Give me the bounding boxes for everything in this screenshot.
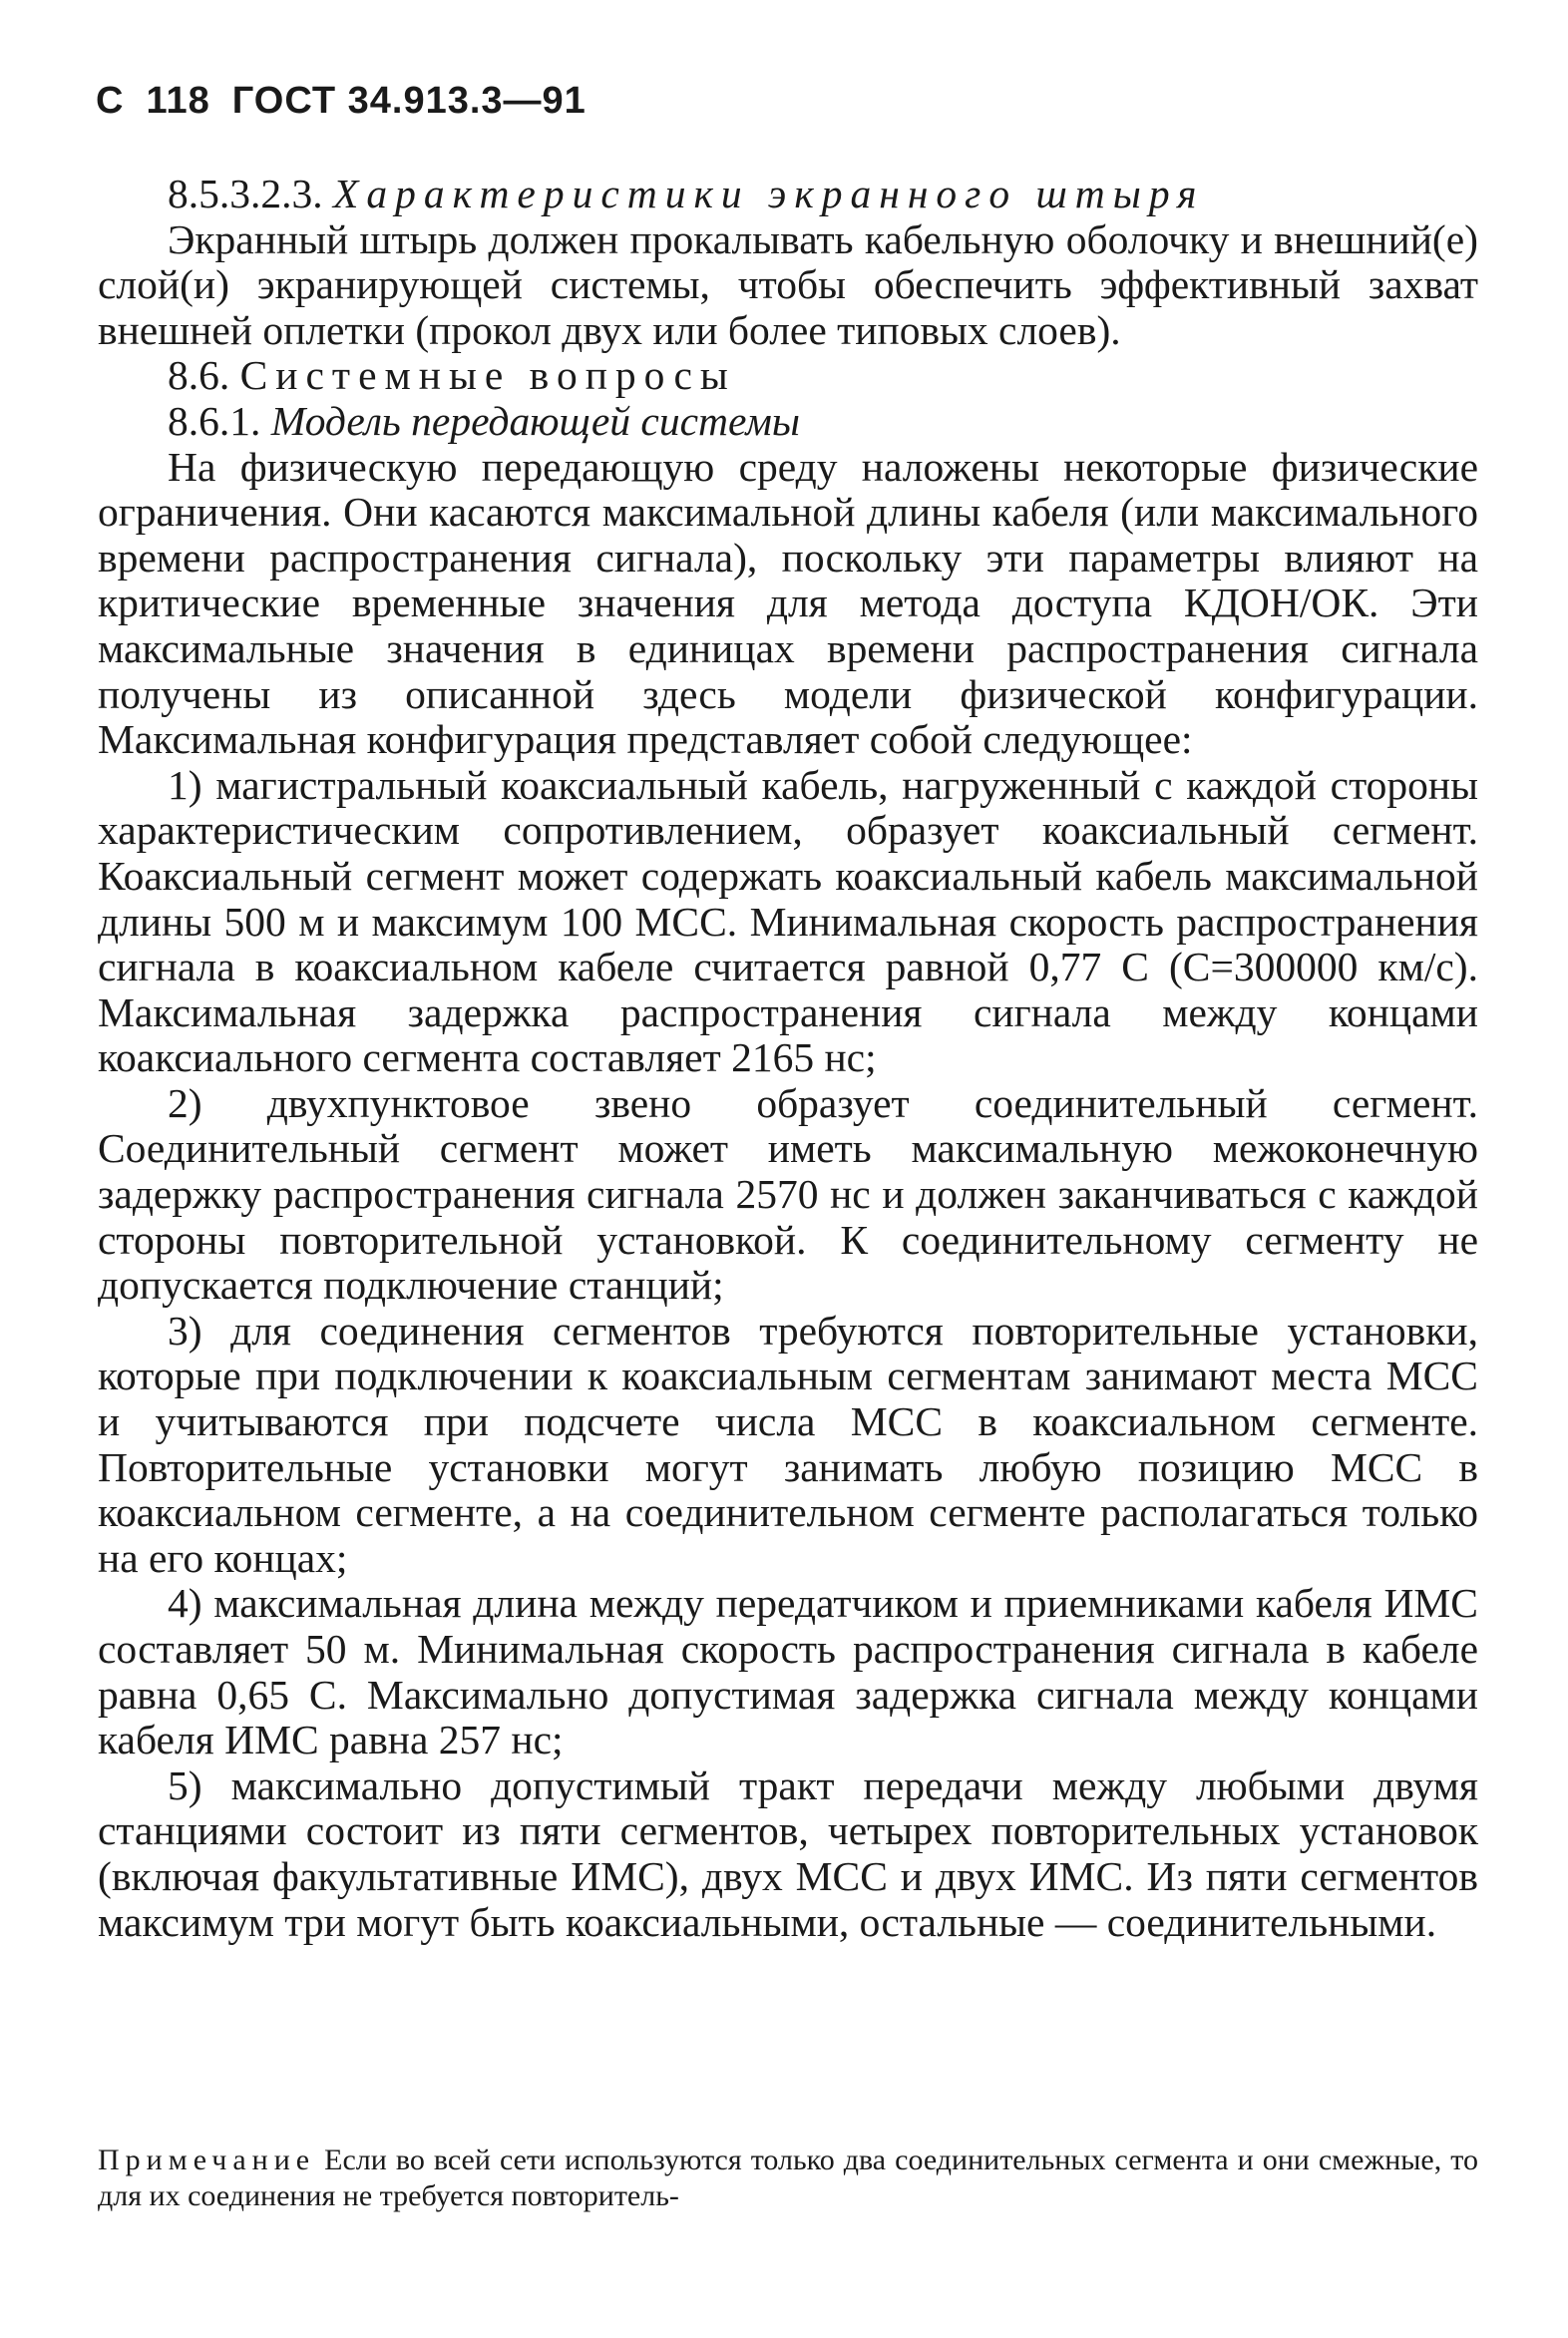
section-number: 8.5.3.2.3.	[168, 171, 323, 216]
section-title: Характеристики экранного штыря	[333, 171, 1205, 216]
standard-designation: ГОСТ 34.913.3—91	[231, 80, 587, 122]
section-title: Системные вопросы	[239, 352, 736, 399]
section-title: Модель передающей системы	[270, 397, 800, 444]
paragraph: На физическую передающую среду наложены некоторые физические ограничения. Они касаются максимальной длины кабеля (или максимального времени распространения сигнала), поскольку эти параметры влияют на критические временные значения для метода доступа КДОН/ОК. Эти максимальные значения в единицах времени распространения сигнала получены из описанной здесь модели физической конфигурации. Максимальная конфигурация представляет собой следующее:	[98, 443, 1478, 763]
note-text: Если во всей сети используются только два соединительных сегмента и они смежные, то для их соединения не требуется повторитель-	[98, 2143, 1478, 2212]
document-body	[98, 172, 1478, 1945]
list-item: 5) максимально допустимый тракт передачи между любыми двумя станциями состоит из пяти сегментов, четырех повторительных установок (включая факультативные ИМС), двух МСС и двух ИМС. Из пяти сегментов максимум три могут быть коаксиальными, остальные — соединительными.	[98, 1761, 1478, 1945]
section-heading-8-6	[98, 353, 1478, 399]
page-header	[96, 80, 608, 123]
section-number: 8.6.	[168, 352, 230, 399]
note-label: Примечание	[98, 2143, 316, 2176]
section-number: 8.6.1.	[168, 397, 261, 444]
list-item: 3) для соединения сегментов требуются повторительные установки, которые при подключении к коаксиальным сегментам занимают места МСС и учитываются при подсчете числа МСС в коаксиальном сегменте. Повторительные установки могут занимать любую позицию МСС в коаксиальном сегменте, а на соединительном сегменте располагаться только на его концах;	[98, 1307, 1478, 1581]
paragraph: Экранный штырь должен прокалывать кабельную оболочку и внешний(е) слой(и) экранирующей системы, чтобы обеспечить эффективный захват внешней оплетки (прокол двух или более типовых слоев).	[98, 215, 1478, 353]
footnote	[98, 2143, 1478, 2214]
page-letter: С	[96, 80, 125, 122]
list-item: 1) магистральный коаксиальный кабель, нагруженный с каждой стороны характеристическим сопротивлением, образует коаксиальный сегмент. Коаксиальный сегмент может содержать коаксиальный кабель максимальной длины 500 м и максимум 100 МСС. Минимальная скорость распространения сигнала в коаксиальном кабеле считается равной 0,77 С (С=300000 км/с). Максимальная задержка распространения сигнала между концами коаксиального сегмента составляет 2165 нс;	[98, 761, 1478, 1081]
list-item: 2) двухпунктовое звено образует соединительный сегмент. Соединительный сегмент может иметь максимальную межоконечную задержку распространения сигнала 2570 нс и должен заканчиваться с каждой стороны повторительной установкой. К соединительному сегменту не допускается подключение станций;	[98, 1079, 1478, 1309]
list-item: 4) максимальная длина между передатчиком и приемниками кабеля ИМС составляет 50 м. Минимальная скорость распространения сигнала в кабеле равна 0,65 С. Максимально допустимая задержка сигнала между концами кабеля ИМС равна 257 нс;	[98, 1580, 1478, 1763]
section-heading-8-6-1	[98, 399, 1478, 445]
page-number: 118	[146, 80, 210, 122]
section-heading-8-5-3-2-3	[98, 172, 1478, 217]
